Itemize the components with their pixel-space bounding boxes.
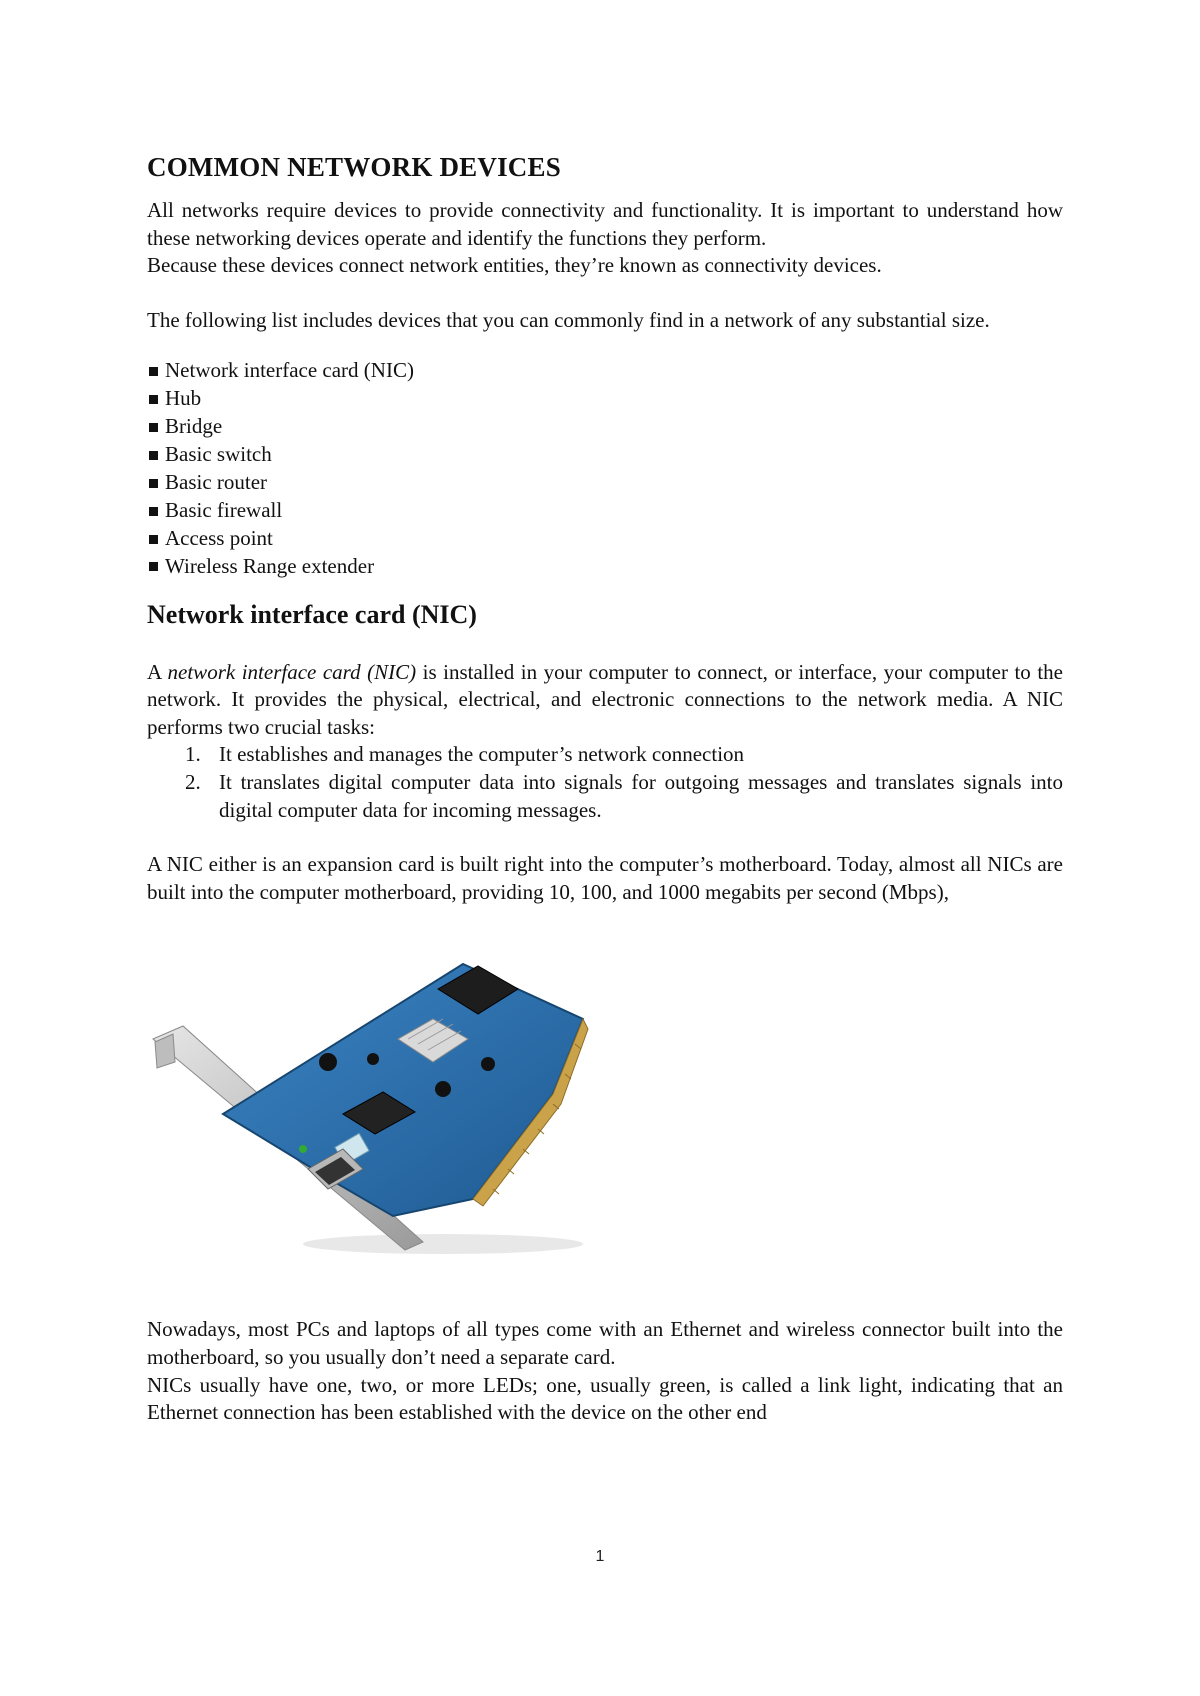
page-number: 1 <box>595 1548 605 1565</box>
list-item: Hub <box>147 385 1063 413</box>
list-item: 2. It translates digital computer data into signals for outgoing messages and translates signals into digital computer data for incoming messages. <box>185 770 1063 822</box>
leds-paragraph: NICs usually have one, two, or more LEDs; one, usually green, is called a link light, indicating that an Ethernet connection has been established with the device on the other end <box>147 1372 1063 1425</box>
list-item: Bridge <box>147 413 1063 441</box>
intro-paragraph-2: Because these devices connect network entities, they’re known as connectivity devices. <box>147 253 882 278</box>
square-bullet-icon <box>149 395 158 404</box>
list-item: 1. It establishes and manages the computer’s network connection <box>185 742 745 767</box>
builtin-paragraph: Nowadays, most PCs and laptops of all types come with an Ethernet and wireless connector built into the motherboard, so you usually don’t need a separate card. <box>147 1317 1063 1369</box>
list-item: Network interface card (NIC) <box>147 357 1063 385</box>
page-title: COMMON NETWORK DEVICES <box>147 152 561 182</box>
list-item: Basic switch <box>147 441 1063 469</box>
list-item: Access point <box>147 525 1063 553</box>
square-bullet-icon <box>149 479 158 488</box>
square-bullet-icon <box>149 367 158 376</box>
task-list <box>147 741 1063 824</box>
nic-types-paragraph: A NIC either is an expansion card is built right into the computer’s motherboard. Today, almost all NICs are built into the computer motherboard, providing 10, 100, and 1000 megabits per second (Mbps), <box>147 852 1063 904</box>
square-bullet-icon <box>149 535 158 544</box>
square-bullet-icon <box>149 562 158 571</box>
device-list <box>147 357 1063 580</box>
square-bullet-icon <box>149 423 158 432</box>
document-page <box>147 140 1063 1427</box>
nic-definition-paragraph: A network interface card (NIC) is installed in your computer to connect, or interface, your computer to the network. It provides the physical, electrical, and electronic connections to the network media. A NIC performs two crucial tasks: <box>147 659 1063 739</box>
square-bullet-icon <box>149 507 158 516</box>
intro-paragraph: All networks require devices to provide connectivity and functionality. It is important to understand how these networking devices operate and identify the functions they perform. <box>147 198 1063 250</box>
list-item: Basic firewall <box>147 497 1063 525</box>
square-bullet-icon <box>149 451 158 460</box>
list-intro: The following list includes devices that you can commonly find in a network of any substantial size. <box>147 307 990 332</box>
section-title: Network interface card (NIC) <box>147 599 477 629</box>
list-item: Wireless Range extender <box>147 553 1063 581</box>
list-item: Basic router <box>147 469 1063 497</box>
nic-card-image <box>143 944 603 1274</box>
